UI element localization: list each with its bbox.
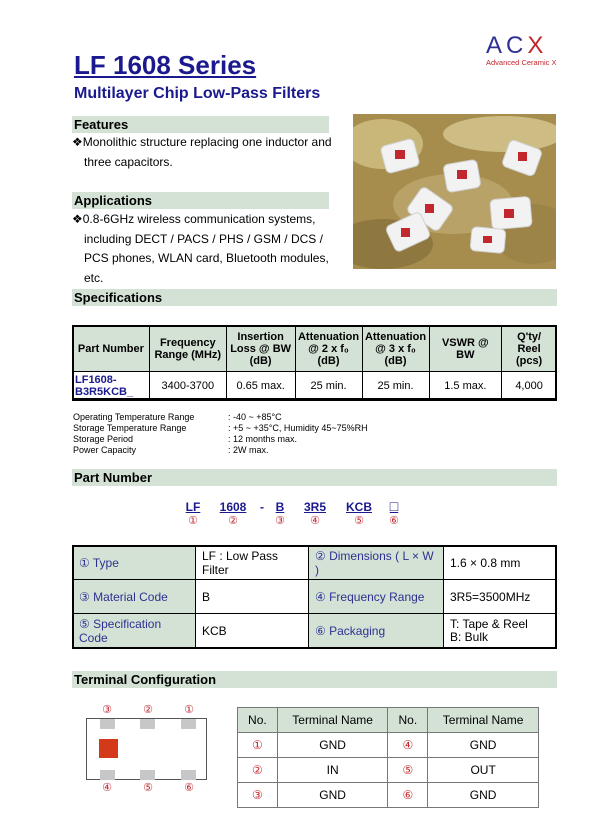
terminal-no: ③	[238, 783, 278, 808]
spec-attenuation-3: 25 min.	[362, 372, 429, 401]
pn-marker-4: ④	[310, 515, 320, 527]
applications-heading: Applications	[72, 192, 329, 209]
codes-row	[73, 546, 557, 580]
page-subtitle: Multilayer Chip Low-Pass Filters	[74, 85, 321, 102]
spec-qty: 4,000	[502, 372, 557, 401]
spec-header-vswr: VSWR @ BW	[429, 326, 502, 372]
product-photo	[353, 114, 556, 269]
pn-marker-2: ②	[228, 515, 238, 527]
terminal-row	[238, 783, 539, 808]
terminal-no: ①	[238, 733, 278, 758]
terminal-pad-1	[181, 719, 196, 729]
terminal-pad-2	[140, 719, 155, 729]
terminal-name: GND	[428, 783, 539, 808]
terminal-bottom-label-6: ⑥	[184, 782, 194, 794]
cond-label-storage-temp: Storage Temperature Range	[73, 423, 187, 433]
orientation-mark	[99, 739, 118, 758]
terminal-heading: Terminal Configuration	[72, 671, 557, 688]
packaging-bulk: B: Bulk	[450, 629, 489, 644]
terminal-header-no-2: No.	[388, 708, 428, 733]
cond-label-operating: Operating Temperature Range	[73, 412, 195, 422]
code-label-spec: ⑤ Specification Code	[73, 614, 196, 648]
code-label-dimensions: ② Dimensions ( L × W )	[309, 546, 444, 580]
features-heading: Features	[72, 116, 329, 133]
terminal-header-no-1: No.	[238, 708, 278, 733]
applications-line-4: etc.	[84, 270, 104, 285]
code-label-packaging: ⑥ Packaging	[309, 614, 444, 648]
terminal-table	[237, 707, 539, 808]
spec-header-row	[73, 326, 557, 372]
spec-attenuation-2: 25 min.	[295, 372, 362, 401]
terminal-no: ④	[388, 733, 428, 758]
terminal-bottom-label-5: ⑤	[143, 782, 153, 794]
pn-segment-material: B	[275, 500, 285, 514]
code-value-spec: KCB	[196, 614, 309, 648]
terminal-header-row	[238, 708, 539, 733]
terminal-top-label-1: ①	[184, 704, 194, 716]
pn-segment-dimensions: 1608	[219, 500, 247, 514]
spec-insertion-loss: 0.65 max.	[226, 372, 295, 401]
terminal-pad-6	[181, 770, 196, 780]
packaging-tape: T: Tape & Reel	[450, 616, 528, 631]
applications-line-1: ❖0.8-6GHz wireless communication systems,	[72, 212, 316, 226]
terminal-name: GND	[428, 733, 539, 758]
terminal-bottom-label-4: ④	[102, 782, 112, 794]
terminal-name: IN	[277, 758, 388, 783]
codes-row	[73, 614, 557, 648]
terminal-top-label-2: ②	[143, 704, 153, 716]
terminal-no: ②	[238, 758, 278, 783]
logo-x: X	[527, 32, 548, 59]
spec-data-row	[73, 372, 557, 401]
terminal-no: ⑤	[388, 758, 428, 783]
terminal-header-name-2: Terminal Name	[428, 708, 539, 733]
code-value-dimensions: 1.6 × 0.8 mm	[444, 546, 557, 580]
terminal-pad-4	[100, 770, 115, 780]
spec-header-attenuation-2: Attenuation @ 2 x f₀ (dB)	[295, 326, 362, 372]
code-label-frequency: ④ Frequency Range	[309, 580, 444, 614]
chip-photo-illustration	[353, 114, 556, 269]
pn-marker-6: ⑥	[389, 515, 399, 527]
pn-segment-spec-code: KCB	[346, 500, 372, 514]
spec-header-attenuation-3: Attenuation @ 3 x f₀ (dB)	[362, 326, 429, 372]
code-value-type: LF : Low Pass Filter	[196, 546, 309, 580]
logo-tagline: Advanced Ceramic X	[486, 58, 557, 67]
code-value-packaging	[444, 614, 557, 648]
cond-value-storage-temp: : +5 ~ +35°C, Humidity 45~75%RH	[228, 423, 368, 433]
code-label-material: ③ Material Code	[73, 580, 196, 614]
terminal-name: GND	[277, 783, 388, 808]
terminal-header-name-1: Terminal Name	[277, 708, 388, 733]
specifications-heading: Specifications	[72, 289, 557, 306]
terminal-row	[238, 758, 539, 783]
logo-letters: AC	[486, 32, 528, 59]
code-value-frequency: 3R5=3500MHz	[444, 580, 557, 614]
part-number-codes-table	[72, 545, 557, 648]
pn-segment-frequency: 3R5	[303, 500, 326, 514]
features-line-2: three capacitors.	[84, 154, 173, 169]
code-value-material: B	[196, 580, 309, 614]
acx-logo	[486, 32, 576, 72]
terminal-row	[238, 733, 539, 758]
applications-text	[72, 210, 329, 288]
code-label-type: ① Type	[73, 546, 196, 580]
codes-row	[73, 580, 557, 614]
terminal-pad-5	[140, 770, 155, 780]
specifications-table	[72, 325, 557, 401]
pn-segment-packaging: □	[389, 498, 399, 514]
spec-part-number: LF1608-B3R5KCB_	[73, 372, 150, 401]
terminal-diagram	[86, 718, 207, 780]
cond-label-storage-period: Storage Period	[73, 434, 134, 444]
terminal-pad-3	[100, 719, 115, 729]
applications-line-2: including DECT / PACS / PHS / GSM / DCS /	[84, 231, 323, 246]
part-number-heading: Part Number	[72, 469, 557, 486]
terminal-name: GND	[277, 733, 388, 758]
pn-marker-1: ①	[188, 515, 198, 527]
page-title: LF 1608 Series	[74, 50, 257, 80]
pn-segment-type: LF	[185, 500, 201, 514]
spec-header-part-number: Part Number	[73, 326, 150, 372]
spec-header-insertion-loss: Insertion Loss @ BW (dB)	[226, 326, 295, 372]
spec-header-frequency: Frequency Range (MHz)	[149, 326, 226, 372]
spec-frequency: 3400-3700	[149, 372, 226, 401]
terminal-no: ⑥	[388, 783, 428, 808]
terminal-name: OUT	[428, 758, 539, 783]
applications-line-3: PCS phones, WLAN card, Bluetooth modules,	[84, 251, 329, 265]
spec-conditions	[73, 412, 368, 456]
pn-marker-5: ⑤	[354, 515, 364, 527]
cond-value-power: : 2W max.	[228, 445, 269, 455]
cond-value-operating: : -40 ~ +85°C	[228, 412, 282, 422]
features-text	[72, 133, 332, 172]
pn-segment-dash: -	[260, 500, 264, 514]
cond-value-storage-period: : 12 months max.	[228, 434, 298, 444]
pn-marker-3: ③	[275, 515, 285, 527]
features-line-1: ❖Monolithic structure replacing one inductor and	[72, 135, 332, 149]
terminal-top-label-3: ③	[102, 704, 112, 716]
cond-label-power: Power Capacity	[73, 445, 137, 455]
spec-vswr: 1.5 max.	[429, 372, 502, 401]
spec-header-qty: Q'ty/ Reel (pcs)	[502, 326, 557, 372]
